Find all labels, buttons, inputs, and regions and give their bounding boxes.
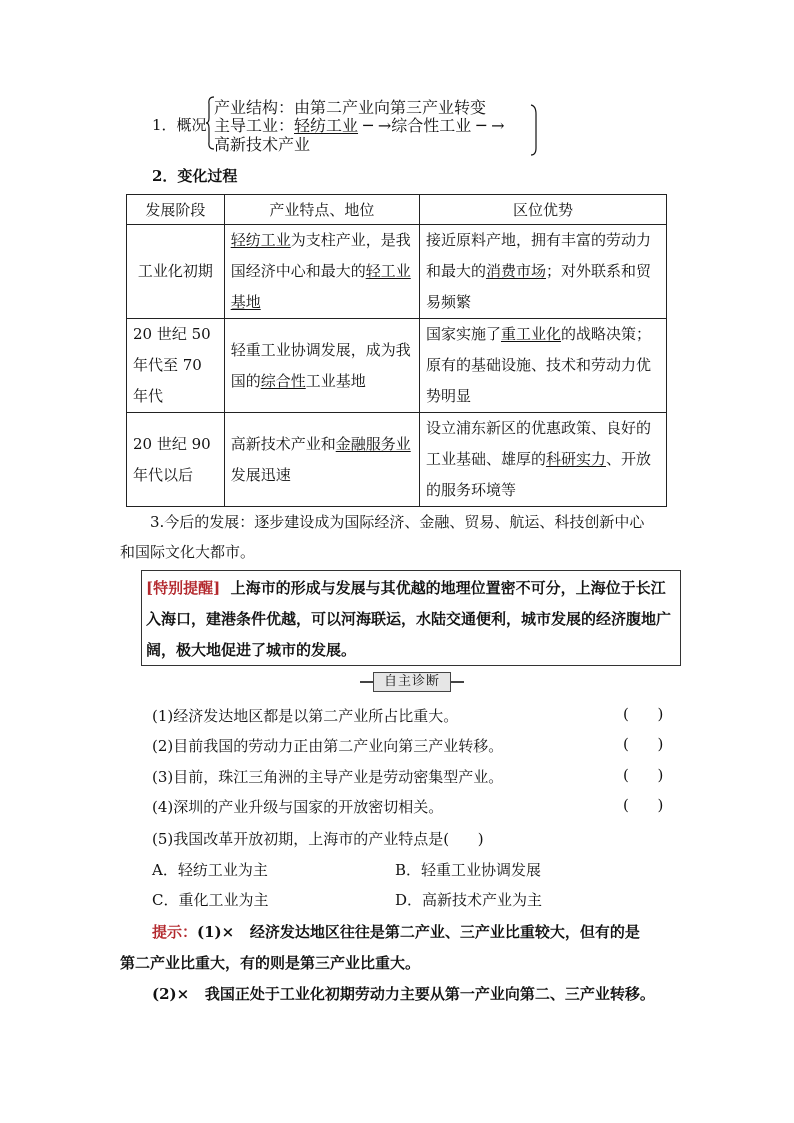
industry-light: 轻纺工业	[294, 116, 359, 135]
question-item: (4)深圳的产业升级与国家的开放密切相关。	[152, 798, 444, 816]
table-cell-stage: 工业化初期	[127, 225, 225, 319]
change-process-table	[126, 194, 667, 507]
arrow-icon: ─ →	[471, 116, 505, 135]
cell-text: 国家实施了	[425, 325, 501, 343]
cell-text: 的战略决策；原有的基础设施、技术和劳动力优势明显	[425, 325, 651, 405]
answer-blank[interactable]: ( )	[623, 735, 664, 753]
notice-tag: [特别提醒]	[146, 579, 221, 597]
question-item: (3)目前，珠江三角洲的主导产业是劳动密集型产业。	[152, 768, 504, 786]
question-item: (5)我国改革开放初期，上海市的产业特点是( )	[152, 830, 484, 848]
overview-line-structure: 产业结构：由第二产业向第三产业转变	[214, 98, 487, 117]
industry-comprehensive: 综合性工业	[391, 116, 472, 135]
table-cell-stage: 20 世纪 50 年代至 70 年代	[127, 319, 225, 413]
underlined-term: 科研实力	[545, 450, 606, 468]
cell-text: 高新技术产业和	[230, 434, 336, 453]
table-row	[127, 319, 667, 413]
underlined-term: 轻纺工业	[230, 231, 291, 249]
table-cell-stage: 20 世纪 90 年代以后	[127, 413, 225, 507]
option-b[interactable]: B．轻重工业协调发展	[395, 861, 542, 879]
hint-mark: (2)×	[152, 985, 190, 1003]
hint-1-line-2: 第二产业比重大，有的则是第三产业比重大。	[120, 954, 421, 972]
cell-text: 轻重工业协调发展，成为我国的	[230, 340, 411, 390]
answer-blank[interactable]: ( )	[623, 796, 664, 814]
option-d[interactable]: D．高新技术产业为主	[395, 891, 543, 909]
table-cell-advantage	[419, 413, 666, 507]
section-title: 2．变化过程	[152, 167, 238, 185]
future-line-1: 3.今后的发展：逐步建设成为国际经济、金融、贸易、航运、科技创新中心	[150, 513, 645, 531]
underlined-term: 轻工业基地	[230, 262, 411, 311]
hint-label: 提示：	[152, 923, 198, 941]
cell-text: 发展迅速	[230, 465, 291, 484]
answer-blank[interactable]: ( )	[623, 766, 664, 784]
table-header-cell: 产业特点、地位	[224, 195, 419, 225]
right-bracket-icon	[530, 104, 540, 156]
overview-label: 1．概况	[152, 116, 207, 134]
cell-text: 设立浦东新区的优惠政策、良好的工业基础、雄厚的	[425, 419, 651, 468]
table-header-cell: 区位优势	[419, 195, 666, 225]
future-line-2: 和国际文化大都市。	[120, 543, 256, 561]
question-item: (1)经济发达地区都是以第二产业所占比重大。	[152, 707, 459, 725]
hint-mark: (1)×	[197, 923, 235, 941]
option-c[interactable]: C．重化工业为主	[152, 891, 269, 909]
table-header-row	[127, 195, 667, 225]
badge-label: 自主诊断	[373, 672, 451, 692]
notice-text: 上海市的形成与发展与其优越的地理位置密不可分，上海位于长江入海口，建港条件优越，可以河海联运，水陆交通便利，城市发展的经济腹地广阔，极大地促进了城市的发展。	[146, 579, 672, 659]
cell-text: ；对外联系和贸易频繁	[425, 262, 651, 311]
cell-text: 工业基地	[305, 371, 366, 390]
table-cell-feature	[224, 319, 419, 413]
cell-text: 接近原料产地，拥有丰富的劳动力和最大的	[425, 231, 651, 280]
overview-line-hightech: 高新技术产业	[214, 135, 311, 154]
hint-2	[152, 983, 655, 1004]
table-cell-advantage	[419, 319, 666, 413]
underlined-term: 重工业化	[500, 325, 561, 343]
underlined-term: 金融服务业	[335, 434, 411, 453]
self-diagnosis-badge	[360, 672, 464, 692]
hint-text: 我国正处于工业化初期劳动力主要从第一产业向第二、三产业转移。	[204, 985, 655, 1003]
underlined-term: 消费市场	[485, 262, 546, 280]
table-cell-advantage	[419, 225, 666, 319]
hint-text: 经济发达地区往往是第二产业、三产业比重较大，但有的是	[249, 923, 640, 941]
answer-blank[interactable]: ( )	[623, 705, 664, 723]
table-row	[127, 413, 667, 507]
option-a[interactable]: A．轻纺工业为主	[152, 861, 268, 879]
cell-text: 为支柱产业，是我国经济中心和最大的	[230, 231, 411, 280]
table-header-cell: 发展阶段	[127, 195, 225, 225]
underlined-term: 综合性	[260, 371, 306, 390]
cell-text: 、开放的服务环境等	[425, 450, 651, 499]
table-cell-feature	[224, 413, 419, 507]
table-row	[127, 225, 667, 319]
question-item: (2)目前我国的劳动力正由第二产业向第三产业转移。	[152, 737, 504, 755]
special-notice-box	[141, 570, 681, 666]
hint-1-line-1	[152, 921, 640, 942]
table-cell-feature	[224, 225, 419, 319]
industry-prefix: 主导工业：	[214, 116, 295, 135]
arrow-icon: ─ →	[358, 116, 392, 135]
